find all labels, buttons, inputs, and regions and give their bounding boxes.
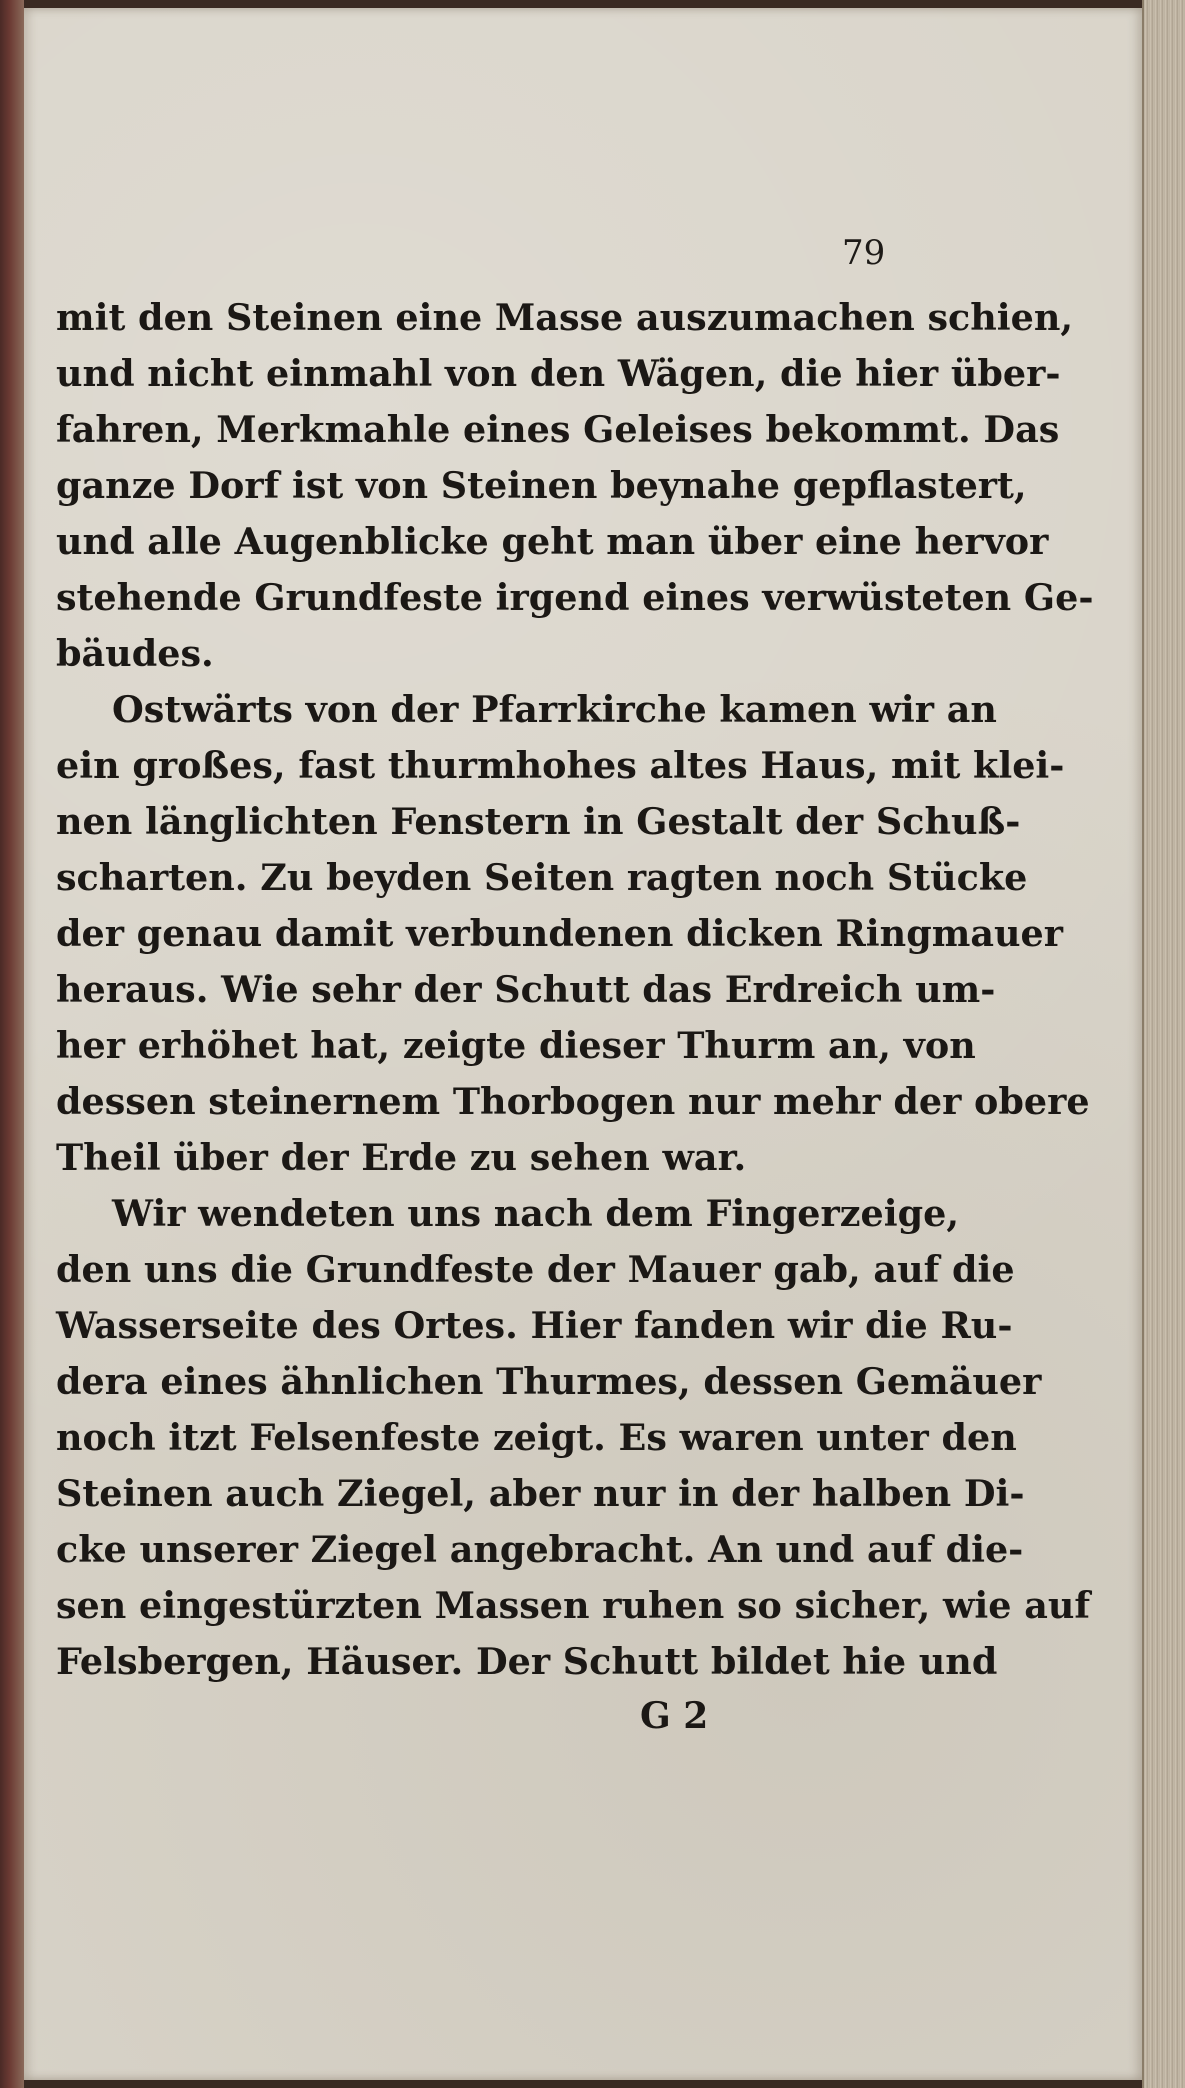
text-line: sen eingestürzten Massen ruhen so sicher, wie auf <box>56 1584 1091 1627</box>
text-line: bäudes. <box>56 632 214 675</box>
text-line: ganze Dorf ist von Steinen beynahe gepflastert, <box>56 464 1027 507</box>
text-line: ein großes, fast thurmhohes altes Haus, mit klei- <box>56 744 1065 787</box>
text-line: dera eines ähnlichen Thurmes, dessen Gemäuer <box>56 1360 1042 1403</box>
text-line: scharten. Zu beyden Seiten ragten noch Stücke <box>56 856 1028 899</box>
text-line: nen länglichten Fenstern in Gestalt der Schuß- <box>56 800 1021 843</box>
text-line: Wasserseite des Ortes. Hier fanden wir die Ru- <box>56 1304 1013 1347</box>
text-line: Felsbergen, Häuser. Der Schutt bildet hie und <box>56 1640 998 1683</box>
text-line: her erhöhet hat, zeigte dieser Thurm an, von <box>56 1024 976 1067</box>
text-line: und alle Augenblicke geht man über eine hervor <box>56 520 1049 563</box>
text-line: noch itzt Felsenfeste zeigt. Es waren unter den <box>56 1416 1017 1459</box>
page-edges <box>1142 0 1185 2088</box>
text-line: der genau damit verbundenen dicken Ringmauer <box>56 912 1063 955</box>
text-line: fahren, Merkmahle eines Geleises bekommt. Das <box>56 408 1060 451</box>
text-line: Wir wendeten uns nach dem Fingerzeige, <box>112 1192 960 1235</box>
book-cover-edge <box>0 0 24 2088</box>
text-line: heraus. Wie sehr der Schutt das Erdreich um- <box>56 968 996 1011</box>
signature-mark: G 2 <box>640 1695 709 1737</box>
text-line: dessen steinernem Thorbogen nur mehr der obere <box>56 1080 1090 1123</box>
page-number: 79 <box>842 233 886 273</box>
body-text <box>56 290 1094 1690</box>
text-line: Theil über der Erde zu sehen war. <box>56 1136 747 1179</box>
text-line: mit den Steinen eine Masse auszumachen schien, <box>56 296 1074 339</box>
text-line: cke unserer Ziegel angebracht. An und auf die- <box>56 1528 1024 1571</box>
text-line: stehende Grundfeste irgend eines verwüsteten Ge- <box>56 576 1094 619</box>
text-line: Ostwärts von der Pfarrkirche kamen wir an <box>112 688 997 731</box>
text-line: den uns die Grundfeste der Mauer gab, auf die <box>56 1248 1015 1291</box>
text-line: Steinen auch Ziegel, aber nur in der halben Di- <box>56 1472 1025 1515</box>
text-line: und nicht einmahl von den Wägen, die hier über- <box>56 352 1061 395</box>
